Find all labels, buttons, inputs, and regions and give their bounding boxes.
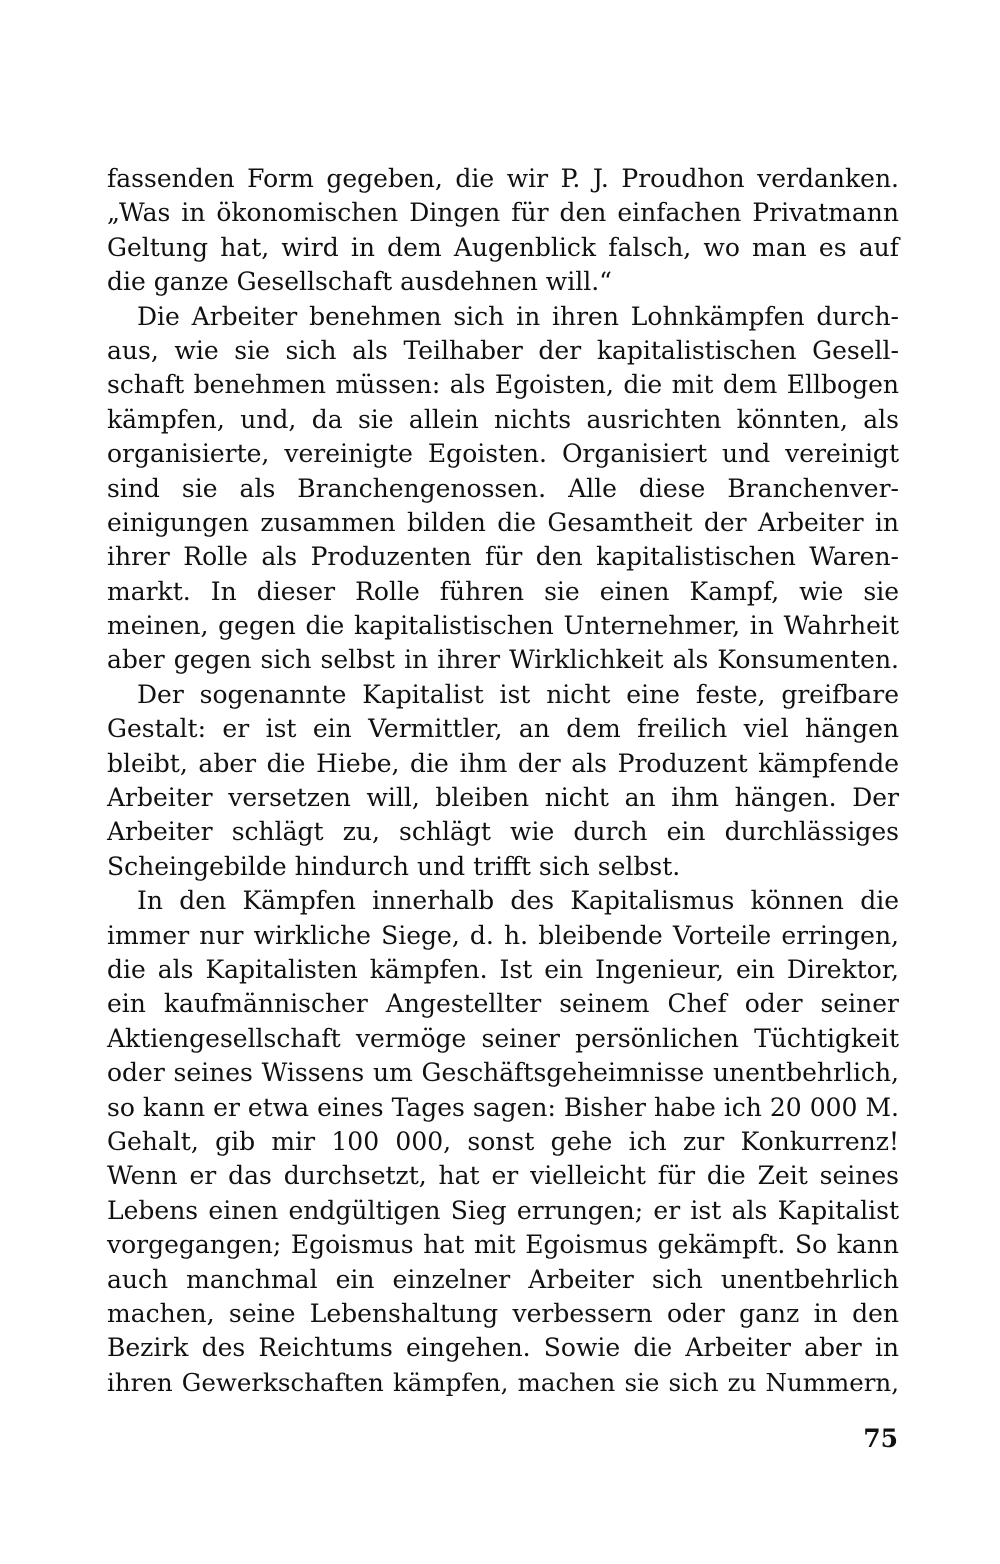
text-line: sind sie als Branchengenossen. Alle diese Branchenver- (107, 473, 899, 503)
text-line: oder seines Wissens um Geschäftsgeheimnisse unentbehrlich, (107, 1058, 899, 1088)
text-line: In den Kämpfen innerhalb des Kapitalismus können die (137, 886, 899, 916)
text-line: bleibt, aber die Hiebe, die ihm der als Produzent kämpfende (107, 748, 899, 778)
text-line: Der sogenannte Kapitalist ist nicht eine feste, greifbare (137, 679, 899, 709)
paragraph (107, 678, 899, 884)
text-line: die als Kapitalisten kämpfen. Ist ein Ingenieur, ein Direktor, (107, 954, 899, 984)
text-line: aber gegen sich selbst in ihrer Wirklichkeit als Konsumenten. (107, 645, 899, 675)
text-line: vorgegangen; Egoismus hat mit Egoismus gekämpft. So kann (107, 1230, 899, 1260)
text-line: ihrer Rolle als Produzenten für den kapitalistischen Waren- (107, 542, 899, 572)
text-line: Aktiengesellschaft vermöge seiner persönlichen Tüchtigkeit (107, 1023, 899, 1053)
text-line: kämpfen, und, da sie allein nichts ausrichten könnten, als (107, 404, 899, 434)
text-line: machen, seine Lebenshaltung verbessern oder ganz in den (107, 1298, 899, 1328)
text-line: einigungen zusammen bilden die Gesamtheit der Arbeiter in (107, 507, 899, 537)
text-line: meinen, gegen die kapitalistischen Unternehmer, in Wahrheit (107, 611, 899, 641)
text-line: fassenden Form gegeben, die wir P. J. Proudhon verdanken. (107, 164, 899, 193)
paragraph (107, 884, 899, 1400)
text-line: die ganze Gesellschaft ausdehnen will.“ (107, 267, 612, 297)
text-line: Arbeiter schlägt zu, schlägt wie durch ein durchlässiges (107, 817, 899, 847)
text-line: Lebens einen endgültigen Sieg errungen; er ist als Kapitalist (107, 1195, 899, 1225)
text-line: „Was in ökonomischen Dingen für den einfachen Privatmann (107, 198, 899, 228)
text-line: aus, wie sie sich als Teilhaber der kapitalistischen Gesell- (107, 335, 899, 365)
text-line: Die Arbeiter benehmen sich in ihren Lohnkämpfen durch- (137, 301, 899, 331)
text-line: Wenn er das durchsetzt, hat er vielleicht für die Zeit seines (107, 1161, 899, 1191)
body-text (107, 162, 899, 1400)
text-line: schaft benehmen müssen: als Egoisten, die mit dem Ellbogen (107, 370, 899, 400)
text-line: ein kaufmännischer Angestellter seinem Chef oder seiner (107, 989, 899, 1019)
text-line: so kann er etwa eines Tages sagen: Bisher habe ich 20 000 M. (107, 1092, 899, 1122)
text-line: ihren Gewerkschaften kämpfen, machen sie sich zu Nummern, (107, 1367, 899, 1397)
text-line: auch manchmal ein einzelner Arbeiter sich unentbehrlich (107, 1264, 899, 1294)
text-line: markt. In dieser Rolle führen sie einen Kampf, wie sie (107, 576, 899, 606)
text-line: organisierte, vereinigte Egoisten. Organisiert und vereinigt (107, 439, 899, 469)
text-line: Arbeiter versetzen will, bleiben nicht an ihm hängen. Der (107, 783, 899, 813)
text-line: Geltung hat, wird in dem Augenblick falsch, wo man es auf (107, 232, 899, 262)
paragraph (107, 162, 899, 300)
text-line: Bezirk des Reichtums eingehen. Sowie die Arbeiter aber in (107, 1333, 899, 1363)
page-number: 75 (863, 1424, 898, 1453)
text-line: Gestalt: er ist ein Vermittler, an dem freilich viel hängen (107, 714, 899, 744)
paragraph (107, 300, 899, 678)
text-line: immer nur wirkliche Siege, d. h. bleibende Vorteile erringen, (107, 920, 899, 950)
text-line: Gehalt, gib mir 100 000, sonst gehe ich zur Konkurrenz! (107, 1126, 899, 1156)
text-line: Scheingebilde hindurch und trifft sich selbst. (107, 851, 681, 881)
